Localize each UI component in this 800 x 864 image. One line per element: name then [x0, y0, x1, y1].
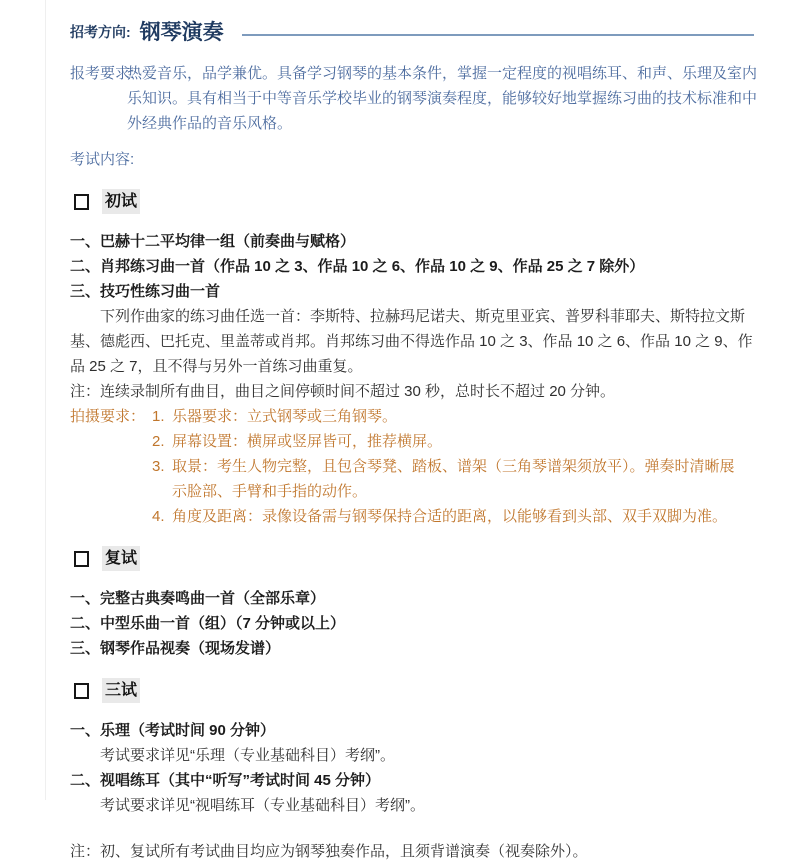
section-round1-header	[74, 189, 766, 214]
exam-content-label: 考试内容:	[70, 151, 135, 168]
filming-item-4	[152, 504, 748, 529]
requirements-text: 热爱音乐，品学兼优。具备学习钢琴的基本条件，掌握一定程度的视唱练耳、和声、乐理及室内乐知识。具有相当于中等音乐学校毕业的钢琴演奏程度，能够较好地掌握练习曲的技术标准和中外经典作品的音乐风格。	[127, 65, 758, 132]
filming-list	[152, 404, 748, 529]
square-bullet-icon	[74, 551, 89, 567]
section-round2-header	[74, 546, 766, 571]
section-round3-title: 三试	[102, 678, 140, 703]
etude-detail-paragraph: 下列作曲家的练习曲任选一首：李斯特、拉赫玛尼诺夫、斯克里亚宾、普罗科菲耶夫、斯特拉文斯基、德彪西、巴托克、里盖蒂或肖邦。肖邦练习曲不得选作品 10 之 3、作品 10 之 6、作品 10 之 9、作品 25 之 7，且不得与另外一首练习曲重复。	[70, 308, 753, 375]
direction-label: 招考方向:	[70, 24, 131, 40]
square-bullet-icon	[74, 683, 89, 699]
round2-item-2: 二、中型乐曲一首（组）（7 分钟或以上）	[70, 615, 346, 632]
footer-note: 注：初、复试所有考试曲目均应为钢琴独奏作品，且须背谱演奏（视奏除外）。	[70, 843, 588, 860]
page-title: 钢琴演奏	[139, 21, 224, 44]
filming-item-2-text: 屏幕设置：横屏或竖屏皆可，推荐横屏。	[172, 433, 443, 450]
round2-item-3: 三、钢琴作品视奏（现场发谱）	[70, 640, 281, 657]
filming-item-4-number: 4.	[152, 508, 165, 525]
filming-requirements	[70, 404, 766, 529]
square-bullet-icon	[74, 194, 89, 210]
section-round3-header	[74, 678, 766, 703]
round3-subject-2-heading: 二、视唱练耳（其中“听写”考试时间 45 分钟）	[70, 772, 381, 789]
round2-item-1: 一、完整古典奏鸣曲一首（全部乐章）	[70, 590, 326, 607]
requirements-label: 报考要求:	[70, 65, 135, 82]
round3-subject-2-detail: 考试要求详见“视唱练耳（专业基础科目）考纲”。	[100, 797, 425, 814]
round3-subject-1-heading: 一、乐理（考试时间 90 分钟）	[70, 722, 276, 739]
round3-subject-1-detail: 考试要求详见“乐理（专业基础科目）考纲”。	[100, 747, 395, 764]
section-round2-title: 复试	[102, 546, 140, 571]
application-requirements	[70, 61, 766, 136]
recording-note: 注：连续录制所有曲目，曲目之间停顿时间不超过 30 秒，总时长不超过 20 分钟。	[70, 383, 616, 400]
filming-item-1-text: 乐器要求：立式钢琴或三角钢琴。	[172, 408, 398, 425]
page-left-edge-line	[45, 0, 46, 800]
filming-item-4-text: 角度及距离：录像设备需与钢琴保持合适的距离，以能够看到头部、双手双脚为准。	[172, 508, 728, 525]
round1-item-2: 二、肖邦练习曲一首（作品 10 之 3、作品 10 之 6、作品 10 之 9、作品 25 之 7 除外）	[70, 258, 645, 275]
round1-item-1: 一、巴赫十二平均律一组（前奏曲与赋格）	[70, 233, 356, 250]
filming-label: 拍摄要求：	[70, 408, 146, 425]
header-rule	[242, 34, 754, 36]
doc-header	[70, 20, 766, 45]
filming-item-3	[152, 454, 748, 504]
filming-item-2	[152, 429, 748, 454]
filming-item-3-text: 取景：考生人物完整，且包含琴凳、踏板、谱架（三角琴谱架须放平）。弹奏时清晰展示脸部、手臂和手指的动作。	[172, 458, 735, 500]
filming-item-1	[152, 404, 748, 429]
section-round1-title: 初试	[102, 189, 140, 214]
filming-item-3-number: 3.	[152, 458, 165, 475]
round1-item-3: 三、技巧性练习曲一首	[70, 283, 221, 300]
filming-item-2-number: 2.	[152, 433, 165, 450]
filming-item-1-number: 1.	[152, 408, 165, 425]
